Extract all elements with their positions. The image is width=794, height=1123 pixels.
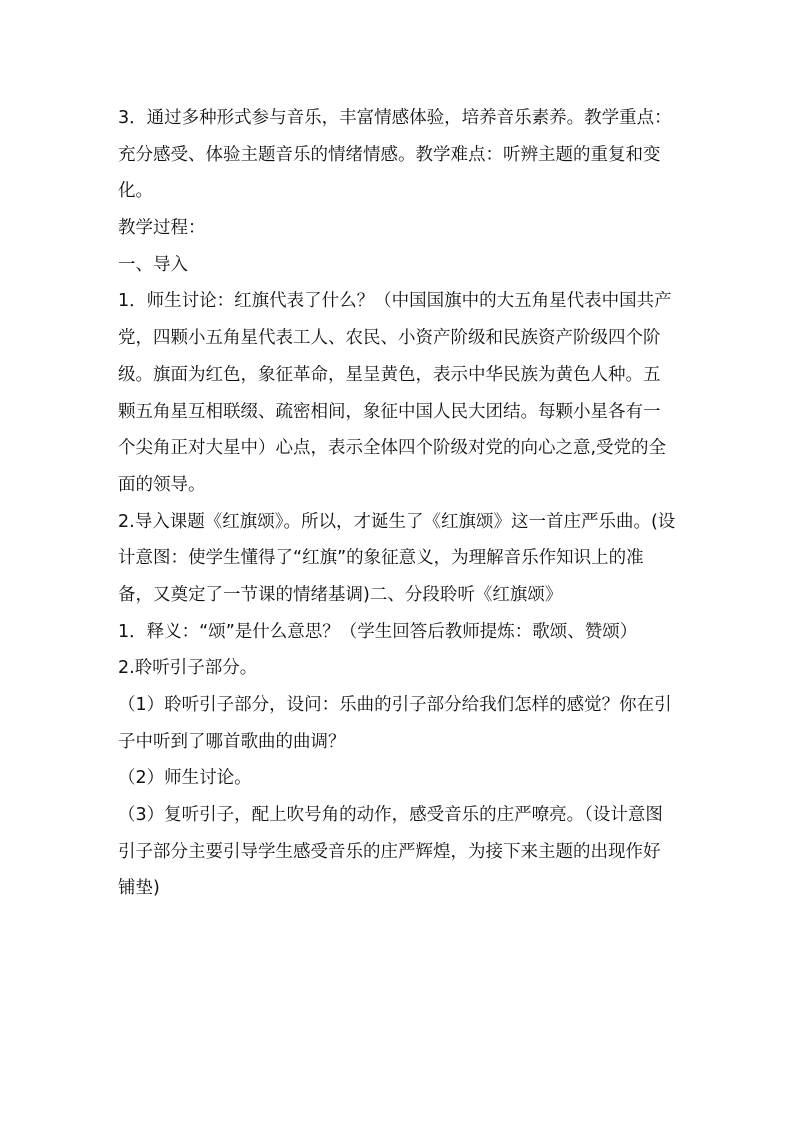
section-heading: 一、导入: [118, 254, 188, 275]
text-line: 备，又奠定了一节课的情绪基调)二、分段聆听《红旗颂》: [118, 584, 563, 605]
text-line: （2）师生讨论。: [118, 768, 252, 789]
text-line: 铺垫): [118, 878, 160, 899]
text-line: 化。: [118, 181, 153, 202]
text-line: 级。旗面为红色，象征革命，星呈黄色，表示中华民族为黄色人种。五: [118, 364, 661, 385]
text-line: 充分感受、体验主题音乐的情绪情感。教学难点：听辨主题的重复和变: [118, 144, 661, 165]
section-label: 教学过程：: [118, 218, 206, 239]
text-line: （3）复听引子，配上吹号角的动作，感受音乐的庄严嘹亮。（设计意图: [118, 805, 663, 826]
text-line: 颗五角星互相联缀、疏密相间，象征中国人民大团结。每颗小星各有一: [118, 401, 661, 422]
text-line: 2.聆听引子部分。: [118, 658, 258, 679]
text-line: 计意图：使学生懂得了“红旗”的象征意义，为理解音乐作知识上的准: [118, 548, 644, 569]
text-line: 个尖角正对大星中）心点，表示全体四个阶级对党的向心之意,受党的全: [118, 438, 667, 459]
text-line: 1．释义：“颂”是什么意思？（学生回答后教师提炼：歌颂、赞颂）: [118, 621, 638, 642]
text-line: 1．师生讨论：红旗代表了什么？（中国国旗中的大五角星代表中国共产: [118, 291, 672, 312]
document-body: [118, 100, 684, 907]
text-line: 面的领导。: [118, 474, 206, 495]
text-line: （1）聆听引子部分，设问：乐曲的引子部分给我们怎样的感觉？你在引: [118, 695, 672, 715]
text-line: 引子部分主要引导学生感受音乐的庄严辉煌，为接下来主题的出现作好: [118, 841, 661, 862]
text-line: 3．通过多种形式参与音乐，丰富情感体验，培养音乐素养。教学重点：: [118, 108, 672, 128]
text-line: 2.导入课题《红旗颂》。所以，才诞生了《红旗颂》这一首庄严乐曲。(设: [118, 511, 676, 532]
text-line: 子中听到了哪首歌曲的曲调？: [118, 731, 346, 752]
text-line: 党，四颗小五角星代表工人、农民、小资产阶级和民族资产阶级四个阶: [118, 328, 661, 349]
